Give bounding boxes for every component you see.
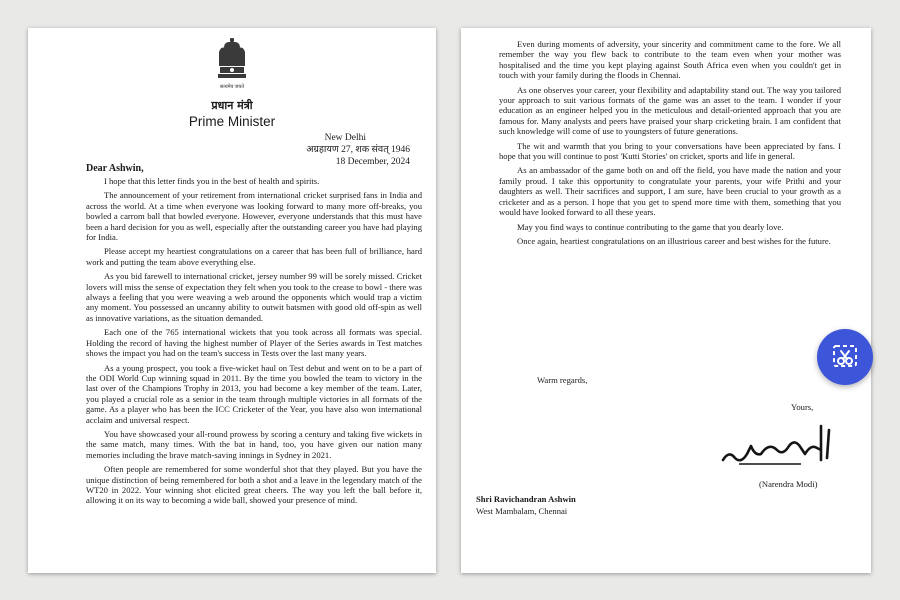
screenshot-scissors-icon bbox=[831, 343, 859, 371]
signature-image bbox=[717, 420, 841, 472]
office-title-hindi: प्रधान मंत्री bbox=[211, 99, 253, 112]
paragraph: Each one of the 765 international wickets that you took across all formats was special. Holding the record of having the highest number of Player of the Series awards in Test matches shows the impact you had on the team's success in Tests over the last many years. bbox=[86, 327, 422, 359]
national-emblem-icon bbox=[215, 36, 249, 90]
date-saka: अग्रहायण 27, शक संवत् 1946 bbox=[306, 145, 410, 155]
paragraph: You have showcased your all-round prowess by scoring a century and taking five wickets in the same match, many times. With the bat in hand, too, you have given our nation many memories including the brave match-saving innings in Sydney in 2021. bbox=[86, 428, 422, 460]
paragraph: Once again, heartiest congratulations on an illustrious career and best wishes for the future. bbox=[517, 235, 831, 246]
paragraph: The wit and warmth that you bring to your conversations have been appreciated by fans. I hope that you will continue to post 'Kutti Stories' on cricket, sports and life in general. bbox=[499, 140, 841, 162]
recipient-name: Shri Ravichandran Ashwin bbox=[476, 494, 576, 504]
date: 18 December, 2024 bbox=[335, 157, 410, 167]
screenshot-button[interactable] bbox=[817, 329, 873, 385]
letter-page-1 bbox=[28, 28, 436, 573]
recipient-block bbox=[476, 494, 576, 517]
paragraph: As you bid farewell to international cricket, jersey number 99 will be sorely missed. Cricket lovers will miss the sense of expectation they felt when you took to the crease to bowl - there was always a feeling that you were weaving a web around the opponents which would trap a victim any moment. You possessed an uncanny ability to outwit batsmen with good old off-spin as well as innovative variations, as the situation demanded. bbox=[86, 271, 422, 323]
closing: Warm regards, bbox=[537, 375, 588, 385]
paragraph: The announcement of your retirement from international cricket surprised fans in India and across the world. At a time when everyone was looking forward to many more off-breaks, you bowled a carrom ball that bowled everyone. However, everyone understands that this must have been a hard decision for you as well, especially after the outstanding career you have had playing for India. bbox=[86, 190, 422, 243]
paragraph: Please accept my heartiest congratulations on a career that has been full of brilliance, hard work and putting the team above everything else. bbox=[86, 246, 422, 267]
yours: Yours, bbox=[791, 402, 814, 412]
place-date-block bbox=[306, 132, 410, 168]
paragraph: As an ambassador of the game both on and off the field, you have made the nation and your family proud. I take this opportunity to congratulate your parents, your wife Prithi and your daughters as well. Their sacrifices and support, I am sure, have been crucial to your growth as a cricketer and as a person. I hope that you get to spend more time with them, something that you would have looked forward to all these years. bbox=[499, 165, 841, 218]
signatory-name: (Narendra Modi) bbox=[759, 479, 818, 489]
paragraph: I hope that this letter finds you in the best of health and spirits. bbox=[104, 176, 320, 186]
paragraph: As one observes your career, your flexibility and adaptability stand out. The way you tailored your approach to suit various formats of the game was an asset to the team. I wonder if your education as an engineer helped you in the meticulous and detail-oriented approach that you are famous for. Many analysts and peers have praised your sharp cricketing brain. I am confident that such knowledge will come of use to youngsters of future generations. bbox=[499, 84, 841, 137]
paragraph: Even during moments of adversity, your sincerity and commitment came to the fore. We all remember the way you flew back to contribute to the team even when your mother was hospitalised and the time you kept playing against South Africa even when you couldn't get in touch with your family during the floods in Chennai. bbox=[499, 39, 841, 81]
paragraph: Often people are remembered for some wonderful shot that they played. But you have the unique distinction of being remembered for both a shot and a leave in the legendary match of the WT20 in 2022. Your winning shot elicited great cheers. The way you left the ball before it, allowing it on its way to becoming a wide ball, showed your presence of mind. bbox=[86, 464, 422, 506]
office-title-english: Prime Minister bbox=[188, 114, 276, 129]
emblem-motto: सत्यमेव जयते bbox=[219, 85, 245, 90]
paragraph: May you find ways to continue contributing to the game that you dearly love. bbox=[517, 221, 784, 232]
letter-body-page-1 bbox=[86, 176, 422, 510]
place: New Delhi bbox=[324, 133, 366, 143]
letter-page-2 bbox=[461, 28, 871, 573]
letter-body-page-2 bbox=[499, 39, 841, 250]
paragraph: As a young prospect, you took a five-wicket haul on Test debut and went on to be a part of the ODI World Cup winning squad in 2011. By the time you bowled the team to victory in the last over of the Champions Trophy in 2013, you had become a key member of the team. Later, you played a crucial role as a senior in the team through multiple victories in all formats of the game. As a player who has been the ICC Cricketer of the Year, you have also won international acclaim and universal respect. bbox=[86, 362, 422, 425]
recipient-address: West Mambalam, Chennai bbox=[476, 505, 568, 516]
salutation: Dear Ashwin, bbox=[86, 163, 144, 174]
